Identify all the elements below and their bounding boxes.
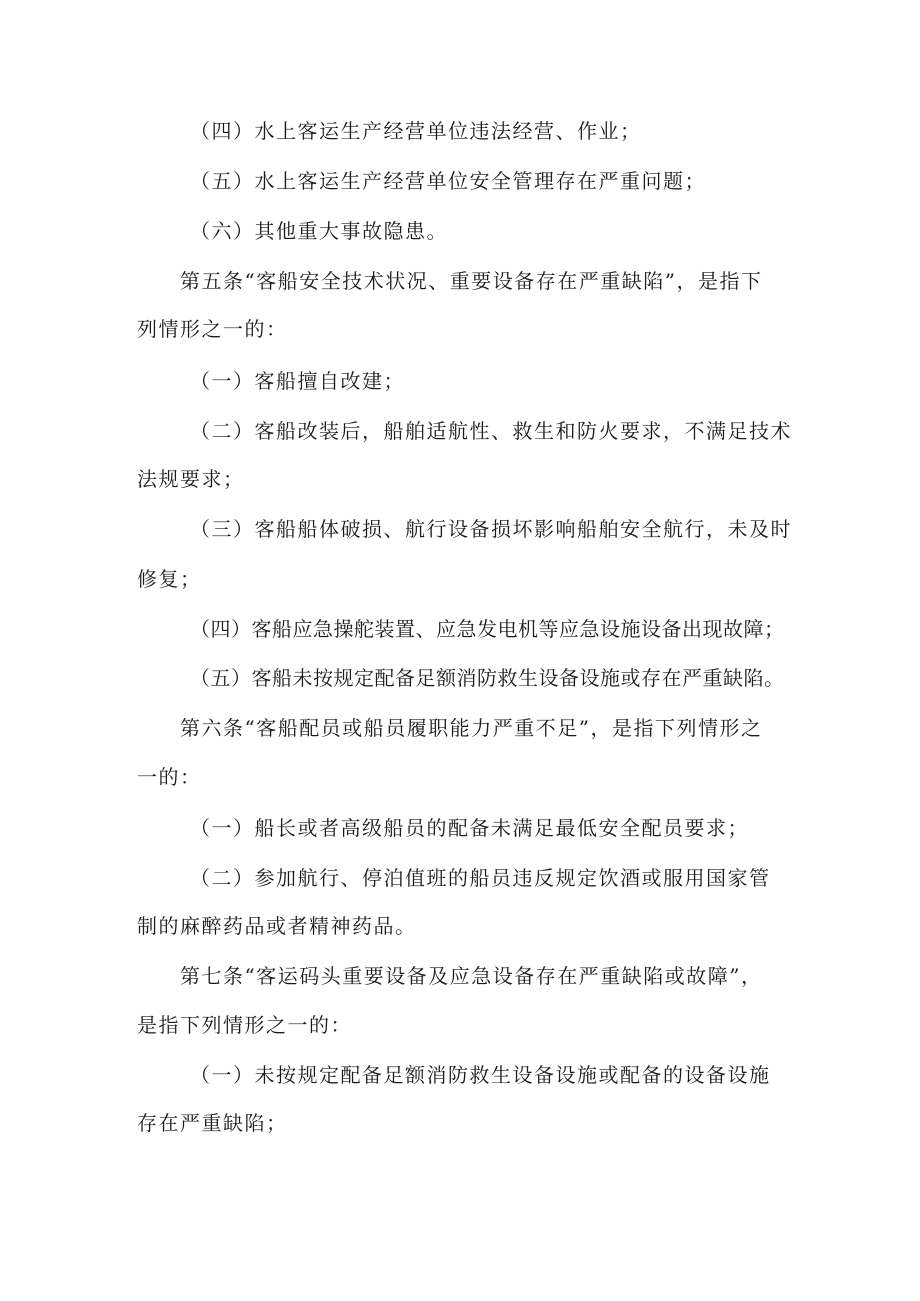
article-6-item-1: （一）船长或者高级船员的配备未满足最低安全配员要求； bbox=[190, 816, 749, 840]
article-5-item-3-line-1: （三）客船船体破损、航行设备损坏影响船舶安全航行，未及时 bbox=[190, 517, 792, 541]
article-6-heading-line-1: 第六条“客船配员或船员履职能力严重不足”，是指下列情形之 bbox=[180, 716, 763, 740]
clause-4-line: （四）水上客运生产经营单位违法经营、作业； bbox=[190, 119, 642, 143]
article-5-item-4: （四）客船应急操舵装置、应急发电机等应急设施设备出现故障； bbox=[190, 617, 785, 641]
article-6-heading-line-2: 一的： bbox=[137, 765, 202, 789]
article-5-item-5: （五）客船未按规定配备足额消防救生设备设施或存在严重缺陷。 bbox=[190, 666, 785, 690]
article-6-item-2-line-1: （二）参加航行、停泊值班的船员违反规定饮酒或服用国家管 bbox=[190, 866, 771, 890]
article-5-item-2-line-1: （二）客船改装后，船舶适航性、救生和防火要求，不满足技术 bbox=[190, 419, 792, 443]
article-5-item-2-line-2: 法规要求； bbox=[137, 467, 245, 491]
clause-5-line: （五）水上客运生产经营单位安全管理存在严重问题； bbox=[190, 169, 706, 193]
article-5-heading-line-2: 列情形之一的： bbox=[137, 317, 288, 341]
article-7-heading-line-1: 第七条“客运码头重要设备及应急设备存在严重缺陷或故障”， bbox=[180, 964, 763, 988]
article-6-item-2-line-2: 制的麻醉药品或者精神药品。 bbox=[137, 914, 417, 938]
article-7-item-1-line-2: 存在严重缺陷； bbox=[137, 1111, 288, 1135]
article-5-heading-line-1: 第五条“客船安全技术状况、重要设备存在严重缺陷”，是指下 bbox=[180, 269, 763, 293]
article-5-item-1: （一）客船擅自改建； bbox=[190, 369, 405, 393]
clause-6-line: （六）其他重大事故隐患。 bbox=[190, 219, 448, 243]
article-7-item-1-line-1: （一）未按规定配备足额消防救生设备设施或配备的设备设施 bbox=[190, 1063, 771, 1087]
article-5-item-3-line-2: 修复； bbox=[137, 567, 202, 591]
article-7-heading-line-2: 是指下列情形之一的： bbox=[137, 1013, 352, 1037]
